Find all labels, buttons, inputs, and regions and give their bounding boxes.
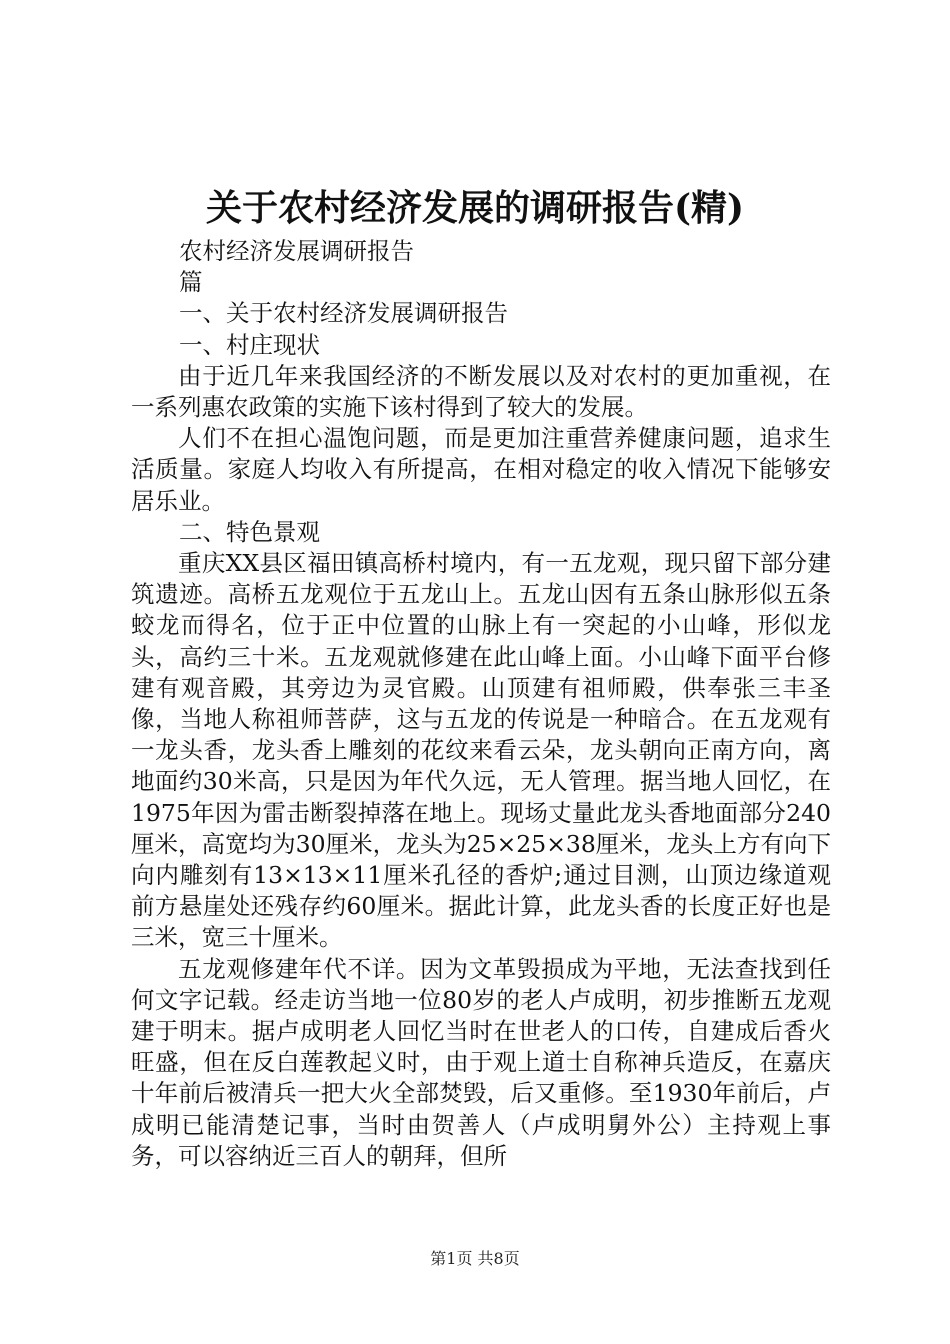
paragraph: 人们不在担心温饱问题，而是更加注重营养健康问题，追求生活质量。家庭人均收入有所提高，在相对稳定的收入情况下能够安居乐业。 bbox=[131, 424, 831, 515]
paragraph: 一、关于农村经济发展调研报告 bbox=[179, 299, 508, 328]
paragraph: 由于近几年来我国经济的不断发展以及对农村的更加重视，在一系列惠农政策的实施下该村得到了较大的发展。 bbox=[131, 361, 831, 422]
paragraph: 二、特色景观 bbox=[179, 517, 320, 546]
paragraph: 重庆XX县区福田镇高桥村境内，有一五龙观，现只留下部分建筑遗迹。高桥五龙观位于五龙山上。五龙山因有五条山脉形似五条蛟龙而得名，位于正中位置的山脉上有一突起的小山峰，形似龙头，高约三十米。五龙观就修建在此山峰上面。小山峰下面平台修建有观音殿，其旁边为灵官殿。山顶建有祖师殿，供奉张三丰圣像，当地人称祖师菩萨，这与五龙的传说是一种暗合。在五龙观有一龙头香，龙头香上雕刻的花纹来看云朵，龙头朝向正南方向，离地面约30米高，只是因为年代久远，无人管理。据当地人回忆，在1975年因为雷击断裂掉落在地上。现场丈量此龙头香地面部分240厘米，高宽均为30厘米，龙头为25×25×38厘米，龙头上方有向下向内雕刻有13×13×11厘米孔径的香炉;通过目测，山顶边缘道观前方悬崖处还残存约60厘米。据此计算，此龙头香的长度正好也是三米，宽三十厘米。 bbox=[131, 549, 831, 952]
paragraph: 五龙观修建年代不详。因为文革毁损成为平地，无法查找到任何文字记载。经走访当地一位80岁的老人卢成明，初步推断五龙观建于明末。据卢成明老人回忆当时在世老人的口传，自建成后香火旺盛，但在反白莲教起义时，由于观上道士自称神兵造反，在嘉庆十年前后被清兵一把大火全部焚毁，后又重修。至1930年前后，卢成明已能清楚记事，当时由贺善人（卢成明舅外公）主持观上事务，可以容纳近三百人的朝拜，但所 bbox=[131, 954, 831, 1170]
document-body bbox=[131, 236, 831, 1172]
page-footer: 第1页 共8页 bbox=[430, 1249, 520, 1268]
document-title: 关于农村经济发展的调研报告(精) bbox=[205, 187, 745, 229]
paragraph: 篇 bbox=[179, 268, 203, 297]
paragraph: 一、村庄现状 bbox=[179, 330, 320, 359]
paragraph: 农村经济发展调研报告 bbox=[179, 237, 414, 265]
